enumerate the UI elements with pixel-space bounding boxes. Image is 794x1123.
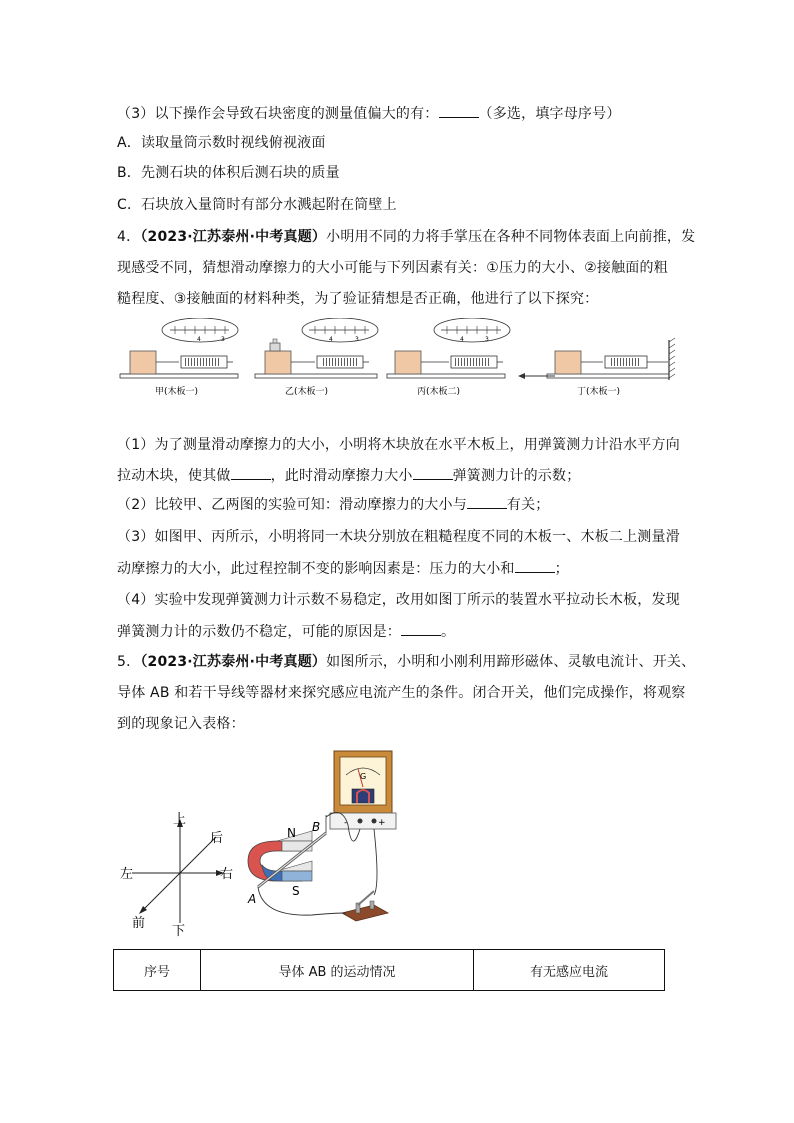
table-header-row <box>114 950 665 991</box>
q4-stem-line1 <box>117 227 695 247</box>
galvanometer <box>330 751 396 829</box>
q4-sub4-text-b: 。 <box>441 624 456 640</box>
q4-sub3-blank[interactable] <box>515 558 555 573</box>
terminal-pos-label: + <box>378 818 386 828</box>
q4-sub1-line1: （1）为了测量滑动摩擦力的大小，小明将木块放在水平木板上，用弹簧测力计沿水平方向 <box>117 437 680 453</box>
end-b-label: B <box>312 820 321 834</box>
q3-prompt-line <box>117 103 621 124</box>
q4-sub4-text-a: 弹簧测力计的示数仍不稳定，可能的原因是： <box>117 624 401 640</box>
q4-sub2-text-a: （2）比较甲、乙两图的实验可知：滑动摩擦力的大小与 <box>117 497 467 513</box>
q3-option-a: A．读取量筒示数时视线俯视液面 <box>117 135 326 151</box>
wood-block-bing <box>395 351 421 374</box>
dir-left-label: 左 <box>120 867 134 882</box>
dir-right-label: 右 <box>220 867 234 882</box>
dir-back-label: 后 <box>210 831 224 846</box>
q4-sub1-text-b: ，此时滑动摩擦力大小 <box>270 468 413 484</box>
direction-axes <box>120 812 233 939</box>
label-ding: 丁(木板一) <box>577 387 621 397</box>
knife-switch <box>342 891 388 921</box>
panel-bing <box>387 318 510 397</box>
pole-s-label: S <box>292 884 300 898</box>
scale-mark-bing-4: 4 <box>460 336 464 343</box>
label-jia: 甲(木板一) <box>155 387 199 397</box>
scale-mark-jia-4: 4 <box>197 336 201 343</box>
wood-block-yi <box>265 351 291 374</box>
label-bing: 丙(木板二) <box>417 387 461 397</box>
q3-prompt: （3）以下操作会导致石块密度的测量值偏大的有： <box>117 106 439 122</box>
wood-block-ding <box>555 351 581 374</box>
q4-sub3-line1: （3）如图甲、丙所示，小明将同一木块分别放在粗糙程度不同的木板一、木板二上测量滑 <box>117 529 680 545</box>
scale-mark-yi-3: 3 <box>355 336 359 343</box>
induction-experiment-figure <box>112 745 402 940</box>
meter-g-label: G <box>360 772 367 781</box>
q3-suffix: （多选，填字母序号） <box>478 106 621 122</box>
q4-sub2-text-b: 有关； <box>506 497 550 513</box>
q4-sub1-text-a: 拉动木块，使其做 <box>117 468 231 484</box>
q3-option-b: B．先测石块的体积后测石块的质量 <box>117 165 340 181</box>
q4-stem-line2: 现感受不同，猜想滑动摩擦力的大小可能与下列因素有关：①压力的大小、②接触面的粗 <box>117 260 668 276</box>
q3-answer-blank[interactable] <box>439 103 479 118</box>
observation-table <box>113 949 665 991</box>
q4-source: （2023·江苏泰州·中考真题） <box>140 229 327 245</box>
header-index: 序号 <box>114 950 201 991</box>
dir-front-label: 前 <box>132 916 146 931</box>
header-motion: 导体 AB 的运动情况 <box>201 950 474 991</box>
q4-sub4-blank[interactable] <box>401 621 441 636</box>
q4-sub4-line1: （4）实验中发现弹簧测力计示数不易稳定，改用如图丁所示的装置水平拉动长木板，发现 <box>117 592 680 608</box>
q5-number: 5． <box>117 654 141 670</box>
end-a-label: A <box>248 892 257 906</box>
panel-yi <box>255 318 378 397</box>
label-yi: 乙(木板一) <box>285 387 329 397</box>
header-current: 有无感应电流 <box>474 950 665 991</box>
friction-experiment-figure <box>115 318 690 404</box>
q4-number: 4． <box>117 229 141 245</box>
weight-yi <box>270 343 280 351</box>
wood-block-jia <box>130 351 156 374</box>
dir-down-label: 下 <box>172 924 186 939</box>
q4-stem-text1: 小明用不同的力将手掌压在各种不同物体表面上向前推，发 <box>326 229 696 245</box>
panel-jia <box>120 318 238 397</box>
q5-stem-line2: 导体 AB 和若干导线等器材来探究感应电流产生的条件。闭合开关，他们完成操作，将观察 <box>117 685 686 701</box>
q4-sub1-blank2[interactable] <box>413 465 453 480</box>
scale-mark-jia-3: 3 <box>221 336 225 343</box>
q4-sub3-text-b: ； <box>554 561 569 577</box>
q5-source: （2023·江苏泰州·中考真题） <box>140 654 327 670</box>
q4-sub1-line2 <box>117 465 580 486</box>
q5-stem-line3: 到的现象记入表格： <box>117 716 245 732</box>
q5-stem-text1: 如图所示，小明和小刚利用蹄形磁体、灵敏电流计、开关、 <box>326 654 696 670</box>
q4-stem-line3: 糙程度、③接触面的材料种类，为了验证猜想是否正确，他进行了以下探究： <box>117 291 599 307</box>
pole-n-label: N <box>287 826 296 840</box>
scale-mark-yi-4: 4 <box>329 336 333 343</box>
q4-sub3-text-a: 动摩擦力的大小，此过程控制不变的影响因素是：压力的大小和 <box>117 561 515 577</box>
panel-ding <box>518 338 675 397</box>
q4-sub2-blank[interactable] <box>467 494 507 509</box>
scale-mark-bing-3: 3 <box>485 336 489 343</box>
q5-stem-line1 <box>117 652 695 672</box>
terminal-neg-label: - <box>344 818 348 828</box>
q4-sub3-line2 <box>117 558 569 579</box>
dir-up-label: 上 <box>173 812 187 827</box>
q4-sub4-line2 <box>117 621 455 642</box>
q4-sub1-blank1[interactable] <box>231 465 271 480</box>
q4-sub1-text-c: 弹簧测力计的示数； <box>452 468 581 484</box>
q3-option-c: C．石块放入量筒时有部分水溅起附在筒壁上 <box>117 197 397 213</box>
q4-sub2-line <box>117 494 550 515</box>
